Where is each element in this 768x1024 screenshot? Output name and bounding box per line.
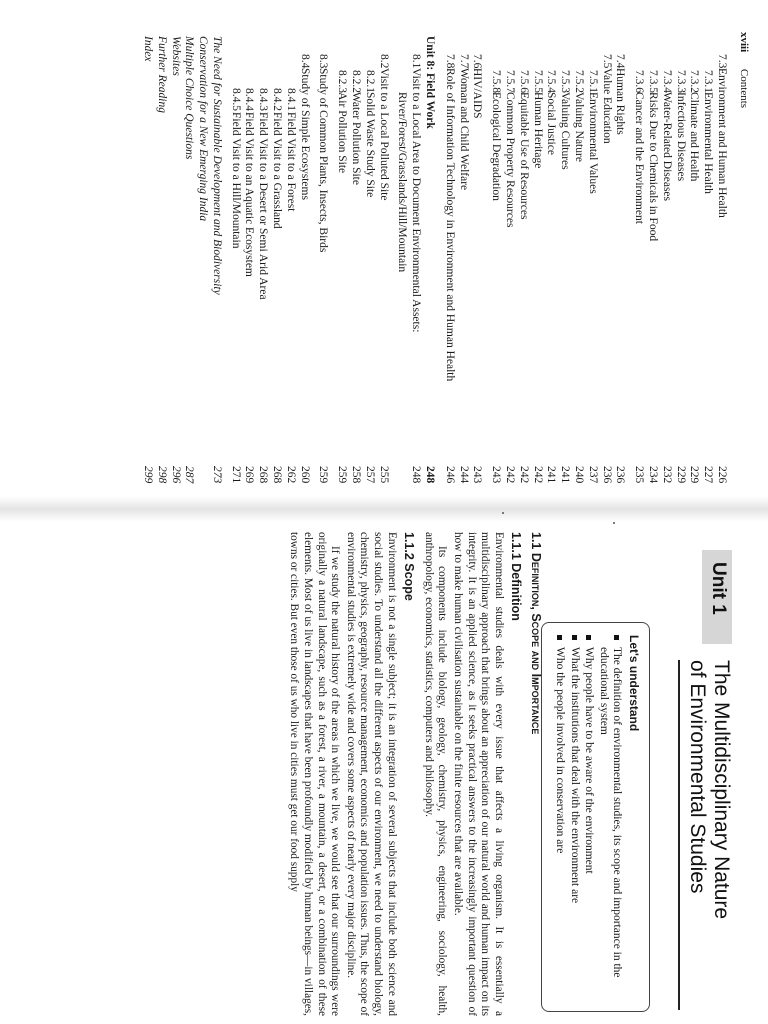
- section-heading: 1.1 Definition, Scope and Importance: [529, 532, 543, 735]
- toc-entry-title: Environment and Human Health: [716, 68, 728, 218]
- toc-entry-number: 7.3.4: [660, 70, 673, 93]
- toc-entry: [348, 36, 362, 496]
- toc-entry-page: 257: [363, 466, 376, 484]
- objective-item: [597, 635, 624, 997]
- toc-entry-title: Climate and Health: [688, 92, 701, 182]
- toc-entry-number: 7.7: [457, 54, 470, 69]
- toc-entry-page: 248: [424, 466, 437, 484]
- toc-entry-title: Air Pollution Site: [336, 92, 349, 174]
- definition-paragraph: Environmental studies deals with every issue that affects a living organism. It is essentially a multidisciplinary approach that brings about an appreciation of our natural world and human impact on its integrity. It is an applied science, as it seeks practical answers to the increasingly important question of how to make human civilisation sustainable on the finite resources that are available.: [452, 532, 505, 1016]
- toc-entry-page: 248: [410, 466, 423, 484]
- toc-entry-title: River/Forest/Grasslands/Hill/Mountain: [396, 92, 409, 273]
- toc-entry: [168, 36, 182, 496]
- toc-entry: [395, 36, 409, 496]
- toc-entry-page: 269: [243, 466, 256, 484]
- toc-entry-title: Index: [141, 36, 154, 62]
- chapter-title-line-2: of Environmental Studies: [686, 660, 709, 894]
- square-bullet-icon: [615, 635, 620, 640]
- toc-entry-number: 7.3.2: [688, 70, 701, 93]
- toc-entry: [645, 36, 659, 496]
- toc-entry-title: Environmental Values: [586, 92, 599, 194]
- toc-entry-page: 241: [545, 466, 558, 484]
- toc-entry-page: 235: [633, 466, 646, 484]
- toc-entry-number: 7.5.7: [504, 70, 517, 93]
- toc-entry: [334, 36, 348, 496]
- toc-entry-page: 271: [229, 466, 242, 484]
- toc-entry: [362, 36, 376, 496]
- toc-entry: [209, 36, 223, 496]
- toc-entry: [502, 36, 516, 496]
- toc-entry-title: Field Visit to a Desert or Semi Arid Area: [257, 112, 270, 300]
- toc-entry-title: Social Justice: [545, 92, 558, 155]
- toc-entry-page: 242: [517, 466, 530, 484]
- toc-entry-number: 8.3: [317, 54, 330, 69]
- toc-entry-number: 8.1: [410, 54, 423, 69]
- toc-entry: [673, 36, 687, 496]
- toc-entry-number: 7.3.6: [633, 70, 646, 93]
- chapter-title-line-1: The Multidisciplinary Nature: [710, 660, 733, 920]
- toc-entry-page: 244: [457, 466, 470, 484]
- toc-entry: [488, 36, 502, 496]
- toc-entry: [269, 36, 283, 496]
- toc-entry-title: HIV/AIDS: [471, 68, 484, 119]
- toc-entry: [140, 36, 154, 496]
- toc-entry-page: 296: [169, 466, 182, 484]
- body-text: [285, 532, 548, 1016]
- toc-entry-title: Visit to a Local Area to Document Environmental Assets:: [410, 68, 423, 333]
- toc-entry-page: 260: [298, 466, 311, 484]
- square-bullet-icon: [558, 635, 563, 640]
- scope-paragraph: Environment is not a single subject; it is an integration of several subjects that include both science and social studies. To understand all the different aspects of our environment, we need to understand biology, chemistry, physics, geography, resource management, economics and population issues. Thus, the scope of environmental studies is extremely wide and covers some aspects of nearly every major discipline.: [344, 532, 398, 1016]
- toc-entry-number: 7.3.3: [674, 70, 687, 93]
- toc-entry-page: 229: [674, 466, 687, 484]
- toc-entry-number: 8.2.1: [363, 70, 376, 93]
- toc-entry-number: 7.6: [471, 54, 484, 69]
- toc-entry-title: Field Visit to a Hill/Mountain: [229, 112, 242, 249]
- objective-text: Who the people involved in conservation are: [554, 647, 567, 854]
- toc-entry-page: 242: [531, 466, 544, 484]
- toc-entry-page: 236: [614, 466, 627, 484]
- toc-entry-title: Study of Common Plants, Insects, Birds: [317, 68, 330, 253]
- toc-entry-page: 237: [586, 466, 599, 484]
- lets-understand-box: [541, 622, 650, 1012]
- toc-entry-number: 8.2: [377, 54, 390, 69]
- toc-entry: [700, 36, 714, 496]
- toc-entry-number: 7.5.5: [531, 70, 544, 93]
- toc-entry-number: 7.5.3: [559, 70, 572, 93]
- toc-entry-title: Unit 8: Field Work: [424, 36, 437, 129]
- objective-item: [582, 635, 596, 997]
- toc-entry-title: Valuing Nature: [573, 92, 586, 162]
- toc-entry-number: 7.5.8: [490, 70, 503, 93]
- objective-text: What the institutions that deal with the environment are: [569, 647, 581, 904]
- toc-entry: [297, 36, 311, 496]
- toc-entry-number: 8.4: [298, 54, 311, 69]
- toc-entry-number: 7.4: [614, 54, 627, 69]
- toc-entry-number: 7.3: [716, 54, 728, 69]
- toc-entry: [456, 36, 470, 496]
- toc-entry-number: 8.2.3: [336, 70, 349, 93]
- unit-label: Unit 1: [708, 562, 729, 615]
- toc-entry: [422, 36, 436, 496]
- contents-header: [738, 32, 750, 108]
- toc-entry-number: 8.2.2: [350, 70, 363, 93]
- square-bullet-icon: [587, 635, 592, 640]
- toc-entry-title: Infectious Diseases: [674, 92, 687, 182]
- toc-entry-title: Human Rights: [614, 68, 627, 135]
- toc-entry-page: 299: [141, 466, 154, 484]
- toc-entry-title: The Need for Sustainable Development and Biodiversity: [210, 36, 223, 295]
- toc-entry-number: 7.5.4: [545, 70, 558, 93]
- running-head: Contents: [738, 68, 750, 109]
- page-number: xviii: [738, 32, 750, 53]
- toc-entry-title: Human Heritage: [531, 92, 544, 169]
- scope-heading: 1.1.2 Scope: [402, 532, 417, 601]
- toc-entry-title: Websites: [169, 36, 182, 76]
- toc-entry: [571, 36, 585, 496]
- toc-entry-page: 232: [660, 466, 673, 484]
- lets-understand-list: [553, 635, 624, 997]
- toc-entry-title: Further Reading: [155, 36, 168, 113]
- toc-entry-page: 273: [210, 466, 223, 484]
- objective-text: The definition of environmental studies, its scope and importance in the educational system: [598, 647, 624, 978]
- toc-entry-page: 255: [377, 466, 390, 484]
- toc-entry: [544, 36, 558, 496]
- toc-entry: [557, 36, 571, 496]
- toc-entry: [376, 36, 390, 496]
- toc-entry-title: Role of Information Technology in Environment and Human Health: [443, 68, 456, 382]
- toc-entry-title: Valuing Cultures: [559, 92, 572, 170]
- toc-entry: [256, 36, 270, 496]
- toc-entry: [154, 36, 168, 496]
- toc-entry: [687, 36, 701, 496]
- toc-entry: [659, 36, 673, 496]
- toc-entry: [228, 36, 242, 496]
- toc-entry-number: 7.5.6: [517, 70, 530, 93]
- toc-entry-title: Value Education: [600, 68, 613, 144]
- toc-entry-page: 259: [317, 466, 330, 484]
- toc-entry-number: 8.4.3: [257, 88, 270, 111]
- toc-entry-page: 262: [284, 466, 297, 484]
- toc-entry: [283, 36, 297, 496]
- components-paragraph: Its components include biology, geology, chemistry, physics, engineering, sociology, health, anthropology, economics, statistics, computers and philosophy.: [422, 532, 449, 1016]
- square-bullet-icon: [572, 635, 577, 640]
- toc-entry-number: 8.4.2: [271, 88, 284, 111]
- toc-entry-page: 287: [183, 466, 196, 484]
- objective-item: [568, 635, 582, 997]
- toc-entry-number: 8.4.5: [229, 88, 242, 111]
- toc-entry-page: 258: [350, 466, 363, 484]
- toc-entry-title: Field Visit to a Grassland: [271, 112, 284, 229]
- natural-history-paragraph: If we study the natural history of the areas in which we live, we would see that our surroundings were originally a natural landscape, such as a forest, a river, a mountain, a desert, or a combination of these elements. Most of us live in landscapes that have been profoundly modified by human beings—in villages, towns or cities. But even those of us who live in cities must get our food supply: [288, 532, 342, 1016]
- toc-entry: [516, 36, 530, 496]
- toc-entry: [182, 36, 196, 496]
- toc-entry: [242, 36, 256, 496]
- toc-entry-number: 7.8: [443, 54, 456, 69]
- toc-entry-page: 298: [155, 466, 168, 484]
- objective-text: Why people have to be aware of the environment: [583, 647, 596, 874]
- toc-entry-title: Common Property Resources: [504, 92, 517, 228]
- toc-entry-title: Woman and Child Welfare: [457, 68, 470, 191]
- toc-entry-number: 7.3.5: [647, 70, 660, 93]
- toc-entry-title: Conservation for a New Emerging India: [197, 36, 210, 222]
- toc-entry-title: Solid Waste Study Site: [363, 92, 376, 198]
- table-of-contents: [140, 36, 728, 496]
- toc-entry-page: 241: [559, 466, 572, 484]
- toc-entry: [195, 36, 209, 496]
- toc-entry-title: Environmental Health: [702, 92, 715, 194]
- toc-entry-page: 246: [443, 466, 456, 484]
- toc-entry: [714, 36, 728, 496]
- chapter-title: [685, 660, 733, 919]
- toc-entry: [442, 36, 456, 496]
- toc-entry: [585, 36, 599, 496]
- toc-entry-title: Study of Simple Ecosystems: [298, 68, 311, 200]
- toc-entry-title: Water Pollution Site: [350, 92, 363, 185]
- toc-entry-page: 242: [504, 466, 517, 484]
- toc-entry-page: 259: [336, 466, 349, 484]
- toc-entry-title: Multiple Choice Questions: [183, 36, 196, 160]
- toc-entry-page: 236: [600, 466, 613, 484]
- unit-1-page: [0, 512, 768, 1024]
- title-rule: [678, 660, 680, 1010]
- toc-entry-number: 7.5.2: [573, 70, 586, 93]
- toc-entry-number: 7.5.1: [586, 70, 599, 93]
- toc-entry: [599, 36, 613, 496]
- toc-entry-page: 234: [647, 466, 660, 484]
- toc-entry-page: 227: [702, 466, 715, 484]
- contents-page: [0, 0, 768, 500]
- toc-entry-number: 8.4.1: [284, 88, 297, 111]
- toc-entry-title: Cancer and the Environment: [633, 92, 646, 224]
- toc-entry-number: 7.3.1: [702, 70, 715, 93]
- toc-entry-page: 229: [688, 466, 701, 484]
- toc-entry: [530, 36, 544, 496]
- lets-understand-title: Let's understand: [627, 635, 641, 732]
- toc-entry-page: 268: [257, 466, 270, 484]
- toc-entry-title: Water-Related Diseases: [660, 92, 673, 202]
- toc-entry-page: 226: [716, 466, 728, 484]
- toc-entry-page: 268: [271, 466, 284, 484]
- definition-heading: 1.1.1 Definition: [509, 532, 524, 621]
- toc-entry-title: Visit to a Local Polluted Site: [377, 68, 390, 201]
- toc-entry-page: 243: [471, 466, 484, 484]
- toc-entry: [631, 36, 645, 496]
- toc-entry-title: Ecological Degradation: [490, 92, 503, 201]
- toc-entry-number: 8.4.4: [243, 88, 256, 111]
- toc-entry: [408, 36, 422, 496]
- toc-entry-title: Field Visit to an Aquatic Ecosystem: [243, 112, 256, 277]
- toc-entry: [613, 36, 627, 496]
- toc-entry-title: Field Visit to a Forest: [284, 112, 297, 212]
- toc-entry-page: 240: [573, 466, 586, 484]
- objective-item: [553, 635, 567, 997]
- toc-entry-title: Risks Due to Chemicals in Food: [647, 92, 660, 242]
- toc-entry-page: 243: [490, 466, 503, 484]
- toc-entry: [316, 36, 330, 496]
- toc-entry-number: 7.5: [600, 54, 613, 69]
- toc-entry: [470, 36, 484, 496]
- toc-entry-title: Equitable Use of Resources: [517, 92, 530, 220]
